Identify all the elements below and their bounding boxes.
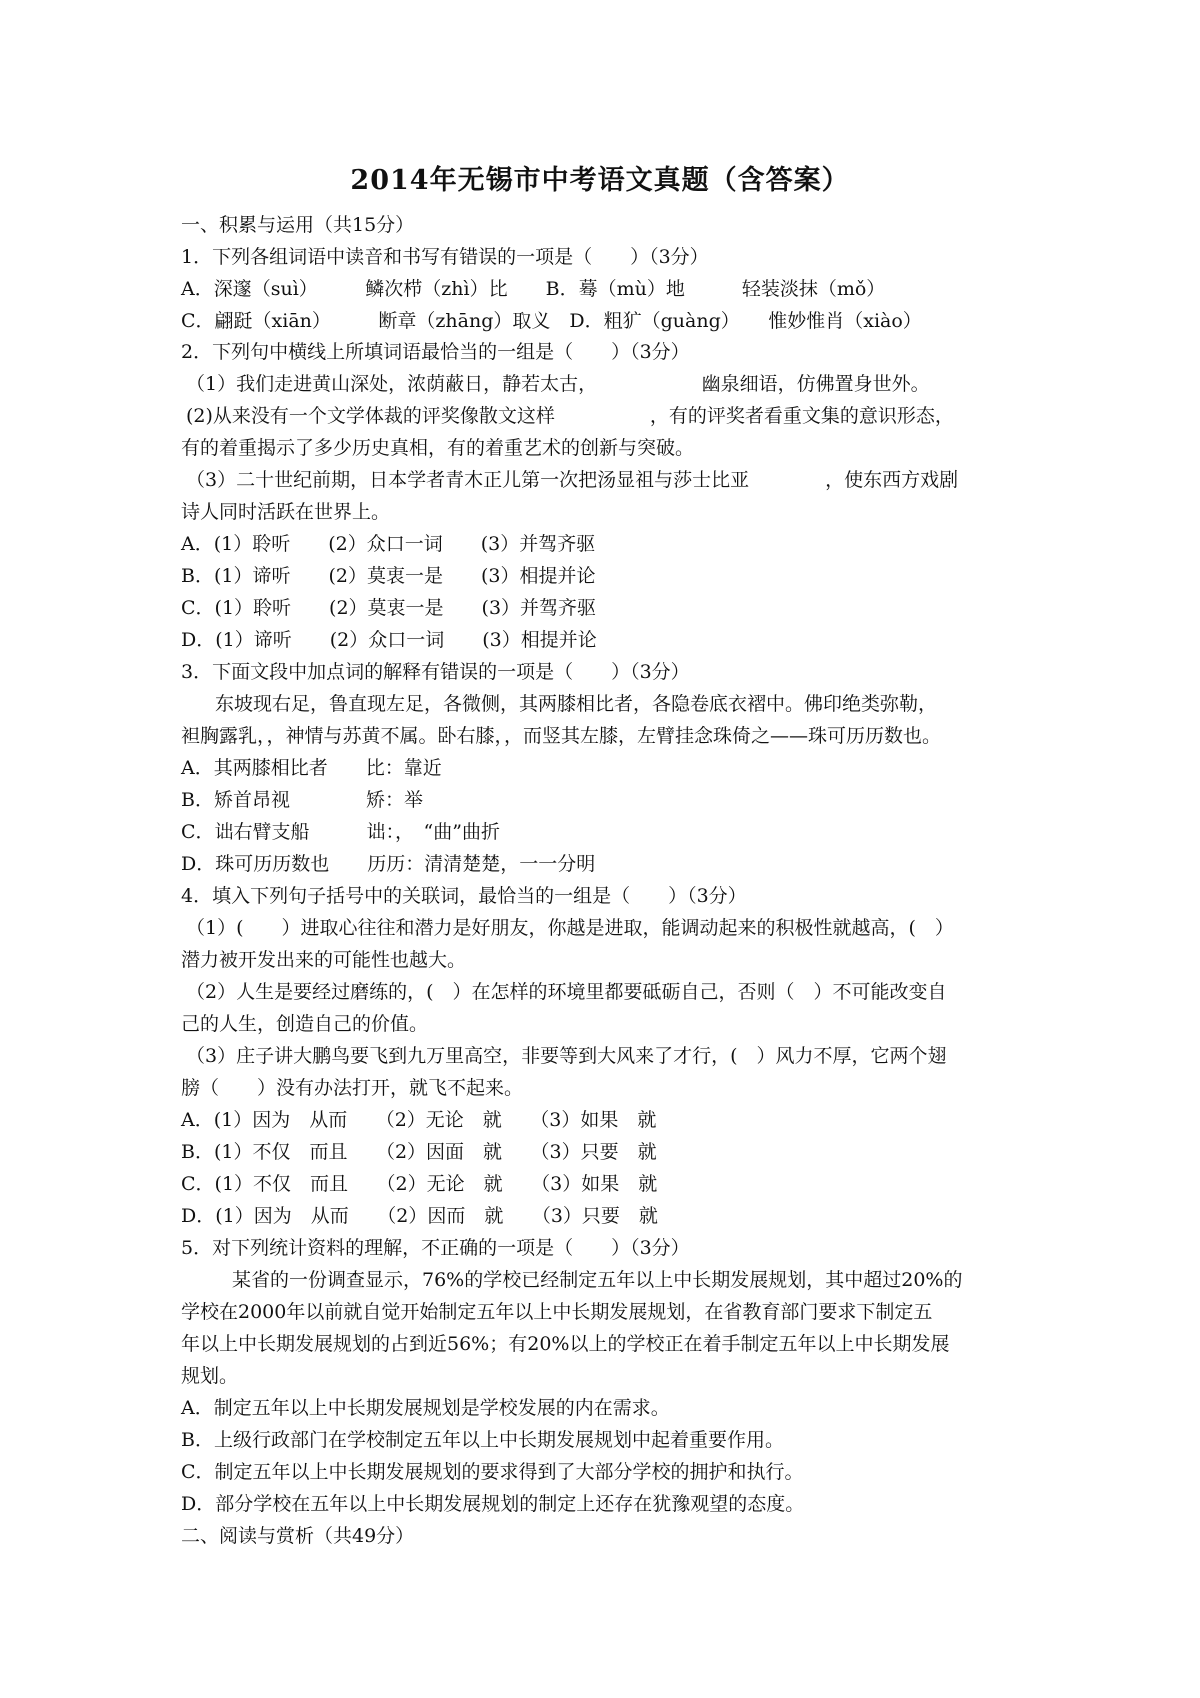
q3-option-b: B．矫首昂视 矫：举 xyxy=(181,789,423,811)
q5-option-a: A．制定五年以上中长期发展规划是学校发展的内在需求。 xyxy=(181,1397,670,1419)
q2-sentence-3-cont: 诗人同时活跃在世界上。 xyxy=(181,501,391,523)
q2-sentence-2-cont: 有的着重揭示了多少历史真相，有的着重艺术的创新与突破。 xyxy=(181,437,695,459)
q1-option-ab: A．深邃（suì） 鳞次栉（zhì）比 B．蓦（mù）地 轻装淡抹（mǒ） xyxy=(181,278,886,300)
q3-passage-1: 东坡现右足，鲁直现左足，各微侧，其两膝相比者，各隐卷底衣褶中。佛印绝类弥勒， xyxy=(215,693,938,715)
q5-option-d: D．部分学校在五年以上中长期发展规划的制定上还存在犹豫观望的态度。 xyxy=(181,1493,805,1515)
q4-option-a: A．(1）因为 从而 （2）无论 就 （3）如果 就 xyxy=(181,1109,657,1131)
q5-option-b: B．上级行政部门在学校制定五年以上中长期发展规划中起着重要作用。 xyxy=(181,1429,784,1451)
q4-sentence-2-cont: 己的人生，创造自己的价值。 xyxy=(181,1013,429,1035)
question-3: 3．下面文段中加点词的解释有错误的一项是（ ）（3分） xyxy=(181,661,690,683)
q5-passage-3: 年以上中长期发展规划的占到近56%；有20%以上的学校正在着手制定五年以上中长期发展 xyxy=(181,1333,950,1355)
question-5: 5．对下列统计资料的理解，不正确的一项是（ ）（3分） xyxy=(181,1237,690,1259)
q5-option-c: C．制定五年以上中长期发展规划的要求得到了大部分学校的拥护和执行。 xyxy=(181,1461,804,1483)
document-title: 2014年无锡市中考语文真题（含答案） xyxy=(350,165,850,196)
q2-option-d: D．(1）谛听 (2）众口一词 (3）相提并论 xyxy=(181,629,597,651)
q4-sentence-3-cont: 膀（ ）没有办法打开，就飞不起来。 xyxy=(181,1077,524,1099)
q3-passage-2: 袒胸露乳，，神情与苏黄不属。卧右膝，，而竖其左膝，左臂挂念珠倚之——珠可历历数也。 xyxy=(181,725,942,747)
q4-sentence-2: （2）人生是要经过磨练的，( ）在怎样的环境里都要砥砺自己，否则（ ）不可能改变自 xyxy=(186,981,947,1003)
q5-passage-1: 某省的一份调查显示，76%的学校已经制定五年以上中长期发展规划，其中超过20%的 xyxy=(232,1269,963,1291)
q2-option-a: A．(1）聆听 (2）众口一词 (3）并驾齐驱 xyxy=(181,533,596,555)
q2-sentence-3: （3）二十世纪前期，日本学者青木正儿第一次把汤显祖与莎士比亚 ，使东西方戏剧 xyxy=(186,469,959,491)
q2-sentence-1: （1）我们走进黄山深处，浓荫蔽日，静若太古， 幽泉细语，仿佛置身世外。 xyxy=(186,373,930,395)
q4-sentence-3: （3）庄子讲大鹏鸟要飞到九万里高空，非要等到大风来了才行，( ）风力不厚，它两个翅 xyxy=(186,1045,947,1067)
q4-sentence-1-cont: 潜力被开发出来的可能性也越大。 xyxy=(181,949,467,971)
question-4: 4．填入下列句子括号中的关联词，最恰当的一组是（ ）（3分） xyxy=(181,885,747,907)
q3-option-c: C．诎右臂支船 诎：， “曲”曲折 xyxy=(181,821,500,843)
q5-passage-4: 规划。 xyxy=(181,1365,239,1387)
section-heading-1: 一、积累与运用（共15分） xyxy=(181,214,415,236)
q5-passage-2: 学校在2000年以前就自觉开始制定五年以上中长期发展规划，在省教育部门要求下制定五 xyxy=(181,1301,933,1323)
q4-option-d: D．(1）因为 从而 （2）因而 就 （3）只要 就 xyxy=(181,1205,658,1227)
q4-option-c: C．(1）不仅 而且 （2）无论 就 （3）如果 就 xyxy=(181,1173,658,1195)
q3-option-a: A．其两膝相比者 比：靠近 xyxy=(181,757,442,779)
q3-option-d: D．珠可历历数也 历历：清清楚楚，一一分明 xyxy=(181,853,596,875)
q1-option-cd: C．翩跹（xiān） 断章（zhāng）取义 D．粗犷（guàng） 惟妙惟肖（xiào） xyxy=(181,310,922,332)
q4-option-b: B．(1）不仅 而且 （2）因面 就 （3）只要 就 xyxy=(181,1141,657,1163)
q2-option-c: C．(1）聆听 (2）莫衷一是 (3）并驾齐驱 xyxy=(181,597,597,619)
q2-option-b: B．(1）谛听 (2）莫衷一是 (3）相提并论 xyxy=(181,565,596,587)
q4-sentence-1: （1）( ）进取心往往和潜力是好朋友，你越是进取，能调动起来的积极性就越高，( ） xyxy=(186,917,954,939)
section-heading-2: 二、阅读与赏析（共49分） xyxy=(181,1525,415,1547)
question-2: 2．下列句中横线上所填词语最恰当的一组是（ ）（3分） xyxy=(181,341,690,363)
q2-sentence-2: (2)从来没有一个文学体裁的评奖像散文这样 ，有的评奖者看重文集的意识形态， xyxy=(186,405,954,427)
question-1: 1．下列各组词语中读音和书写有错误的一项是（ ）（3分） xyxy=(181,246,709,268)
